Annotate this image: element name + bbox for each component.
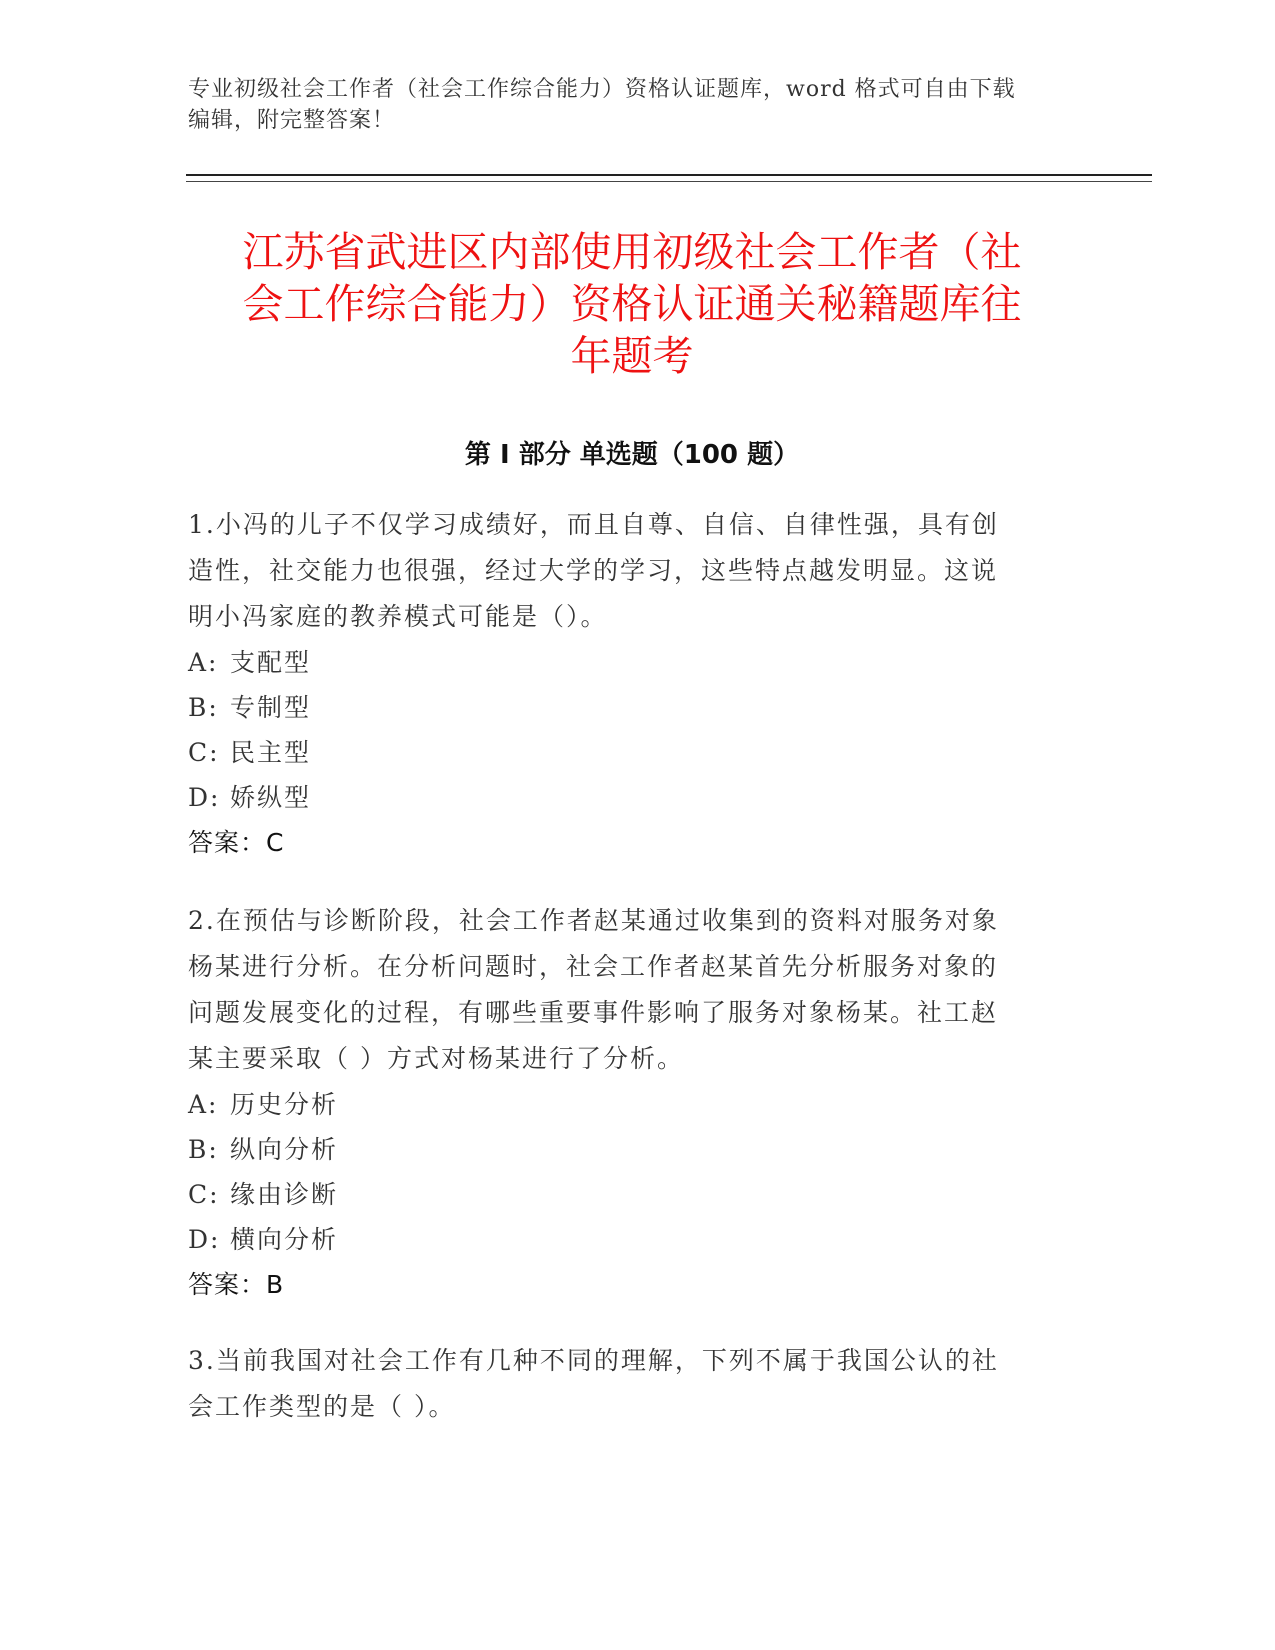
question-3	[188, 1338, 1068, 1430]
header-note-line: 专业初级社会工作者（社会工作综合能力）资格认证题库，word 格式可自由下载	[188, 77, 1016, 102]
option-text: 缘由诊断	[230, 1180, 339, 1209]
question-stem-line: 某主要采取（ ）方式对杨某进行了分析。	[188, 1044, 684, 1073]
header-note	[188, 74, 1068, 136]
header-note-line: 编辑，附完整答案！	[188, 108, 396, 133]
option-letter: A:	[188, 1090, 219, 1119]
option-text: 横向分析	[230, 1225, 339, 1254]
question-2	[188, 898, 1068, 1308]
option-letter: A:	[188, 648, 219, 677]
option-text: 支配型	[230, 648, 312, 677]
question-1	[188, 502, 1068, 866]
answer: 答案：B	[188, 1270, 285, 1299]
question-stem	[188, 502, 1068, 640]
question-stem-line: 明小冯家庭的教养模式可能是（）。	[188, 602, 608, 631]
option-text: 娇纵型	[230, 783, 312, 812]
option-text: 民主型	[230, 738, 312, 767]
option-a	[188, 640, 1068, 685]
question-stem	[188, 898, 1068, 1082]
option-c	[188, 730, 1068, 775]
answer: 答案：C	[188, 828, 285, 857]
option-text: 专制型	[230, 693, 312, 722]
option-text: 纵向分析	[230, 1135, 339, 1164]
document-title-line: 年题考	[570, 332, 694, 380]
question-stem-line: 问题发展变化的过程，有哪些重要事件影响了服务对象杨某。社工赵	[188, 998, 999, 1027]
option-letter: B:	[188, 693, 219, 722]
question-stem-line: 造性，社交能力也很强，经过大学的学习，这些特点越发明显。这说	[188, 556, 999, 585]
question-stem-line: 3.当前我国对社会工作有几种不同的理解，下列不属于我国公认的社	[188, 1346, 999, 1375]
option-b	[188, 1127, 1068, 1172]
option-c	[188, 1172, 1068, 1217]
question-stem	[188, 1338, 1068, 1430]
option-letter: C:	[188, 1180, 220, 1209]
question-stem-line: 1.小冯的儿子不仅学习成绩好，而且自尊、自信、自律性强，具有创	[188, 510, 999, 539]
option-d	[188, 1217, 1068, 1262]
option-letter: D:	[188, 1225, 221, 1254]
question-stem-line: 2.在预估与诊断阶段，社会工作者赵某通过收集到的资料对服务对象	[188, 906, 999, 935]
question-stem-line: 会工作类型的是（ ）。	[188, 1392, 456, 1421]
header-divider-thick	[186, 174, 1152, 176]
option-text: 历史分析	[230, 1090, 339, 1119]
document-title-line: 江苏省武进区内部使用初级社会工作者（社	[242, 228, 1022, 276]
section-heading: 第 I 部分 单选题（100 题）	[464, 440, 800, 470]
option-b	[188, 685, 1068, 730]
option-letter: D:	[188, 783, 221, 812]
option-d	[188, 775, 1068, 820]
document-title-line: 会工作综合能力）资格认证通关秘籍题库往	[242, 280, 1022, 328]
option-a	[188, 1082, 1068, 1127]
document-title	[186, 226, 1078, 382]
option-letter: B:	[188, 1135, 219, 1164]
question-stem-line: 杨某进行分析。在分析问题时，社会工作者赵某首先分析服务对象的	[188, 952, 999, 981]
header-divider-thin	[186, 181, 1152, 182]
option-letter: C:	[188, 738, 220, 767]
